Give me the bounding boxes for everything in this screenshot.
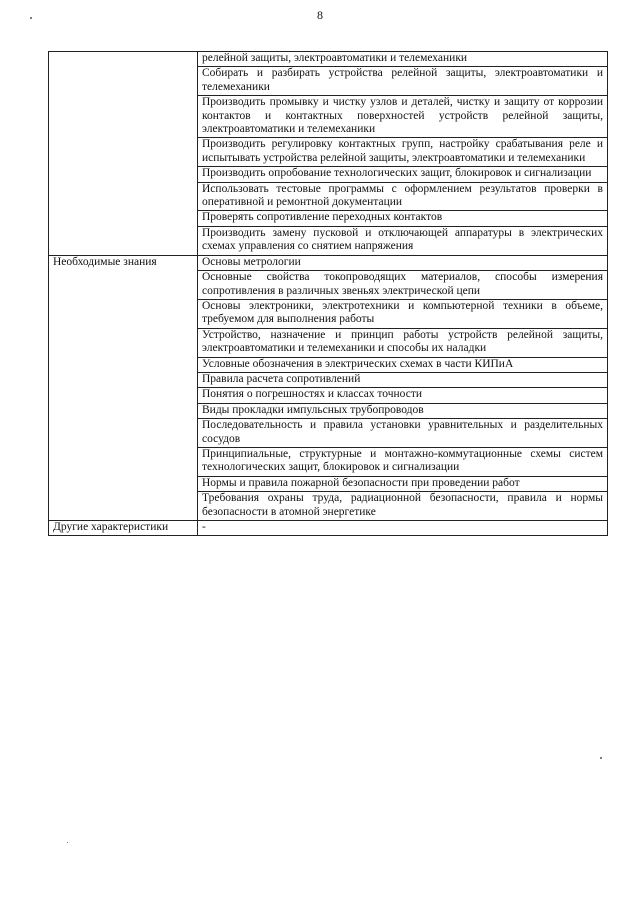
scan-speck: [67, 842, 68, 843]
table-cell: Производить замену пусковой и отключающей аппаратуры в электрических схемах управления со снятием напряжения: [198, 226, 608, 255]
scan-speck: [600, 757, 602, 759]
table-cell: Основы электроники, электротехники и компьютерной техники в объеме, требуемом для выполнения работы: [198, 299, 608, 328]
table-cell: Производить регулировку контактных групп, настройку срабатывания реле и испытывать устройства релейной защиты, электроавтоматики и телемеханики: [198, 138, 608, 167]
table-cell: Устройство, назначение и принцип работы устройств релейной защиты, электроавтоматики и телемеханики и способы их наладки: [198, 328, 608, 357]
table-cell: Понятия о погрешностях и классах точности: [198, 388, 608, 403]
table-row: [49, 255, 608, 270]
other-characteristics-value: -: [198, 521, 608, 536]
table-cell: Производить опробование технологических защит, блокировок и сигнализации: [198, 167, 608, 182]
knowledge-label: Необходимые знания: [49, 255, 198, 520]
table-cell: Проверять сопротивление переходных контактов: [198, 211, 608, 226]
qualification-table: [48, 51, 608, 536]
table-cell: Использовать тестовые программы с оформлением результатов проверки в оперативной и ремонтной документации: [198, 182, 608, 211]
table-cell: Виды прокладки импульсных трубопроводов: [198, 403, 608, 418]
continued-label-cell: [49, 52, 198, 256]
table-row: [49, 521, 608, 536]
table-row: [49, 52, 608, 67]
table-cell: Основные свойства токопроводящих материалов, способы измерения сопротивления в различных звеньях электрической цепи: [198, 271, 608, 300]
table-cell: Собирать и разбирать устройства релейной защиты, электроавтоматики и телемеханики: [198, 67, 608, 96]
table-cell: Нормы и правила пожарной безопасности при проведении работ: [198, 476, 608, 491]
table-cell: Производить промывку и чистку узлов и деталей, чистку и защиту от коррозии контактов и контактных поверхностей устройств релейной защиты, электроавтоматики и телемеханики: [198, 96, 608, 138]
table-cell: Основы метрологии: [198, 255, 608, 270]
table-cell: Требования охраны труда, радиационной безопасности, правила и нормы безопасности в атомной энергетике: [198, 492, 608, 521]
other-characteristics-label: Другие характеристики: [49, 521, 198, 536]
table-cell: Правила расчета сопротивлений: [198, 372, 608, 387]
table-cell: Условные обозначения в электрических схемах в части КИПиА: [198, 357, 608, 372]
scan-speck: [30, 17, 32, 19]
table-cell: релейной защиты, электроавтоматики и телемеханики: [198, 52, 608, 67]
table-cell: Принципиальные, структурные и монтажно-коммутационные схемы систем технологических защит, блокировок и сигнализации: [198, 447, 608, 476]
page-number: 8: [317, 8, 323, 22]
table-cell: Последовательность и правила установки уравнительных и разделительных сосудов: [198, 419, 608, 448]
